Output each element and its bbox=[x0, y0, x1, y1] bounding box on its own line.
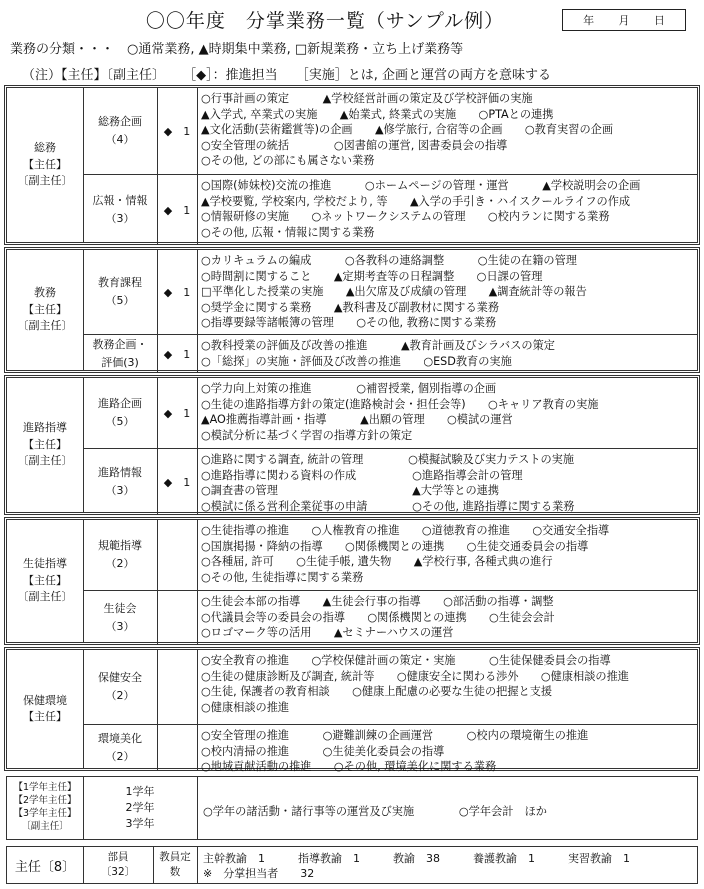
duty-line: ○生徒指導の推進 ○人権教育の推進 ○道徳教育の推進 ○交通安全指導 bbox=[201, 524, 610, 537]
section-label-line: 〔副主任〕 bbox=[17, 319, 73, 333]
subsection-name-line: 規範指導 bbox=[98, 539, 142, 553]
classification-legend: 業務の分類・・・ ○通常業務, ▲時期集中業務, □新規業務・立ち上げ業務等 bbox=[10, 42, 464, 57]
subsection-name-line: 広報・情報 bbox=[92, 193, 148, 207]
duty-line: ○模試に係る営利企業従事の申請 ○その他, 進路指導に関する業務 bbox=[201, 499, 575, 513]
section-label-line: 生徒指導 bbox=[23, 557, 67, 571]
duty-line: ○その他, 生徒指導に関する業務 bbox=[201, 570, 364, 584]
subsection-row bbox=[83, 88, 697, 174]
subsection-row bbox=[83, 334, 697, 372]
duty-line: ○情報研修の実施 ○ネットワークシステムの管理 ○校内ランに関する業務 bbox=[201, 210, 610, 224]
staff-quota bbox=[153, 847, 198, 883]
duty-list bbox=[201, 728, 693, 775]
note-roles: （注）【主任】〔副主任〕 bbox=[22, 68, 166, 83]
section-label-line: 〔副主任〕 bbox=[17, 174, 73, 188]
subsection-row bbox=[83, 250, 697, 334]
section-label-line: 保健環境 bbox=[23, 693, 67, 707]
section-block bbox=[6, 87, 698, 243]
promoter-mark: ◆ 1 bbox=[157, 175, 198, 244]
grade-year: 3学年 bbox=[125, 816, 155, 830]
note-implementation: ［実施］とは, 企画と運営の両方を意味する bbox=[295, 68, 552, 83]
section-block bbox=[6, 649, 698, 774]
grade-label-line: 【1学年主任】 bbox=[13, 782, 77, 794]
subsection-row bbox=[83, 448, 697, 514]
section-label-line: 【主任】 bbox=[23, 437, 67, 451]
duty-line: ○地域貢献活動の推進 ○その他, 環境美化に関する業務 bbox=[201, 760, 497, 774]
section-label bbox=[7, 650, 84, 768]
duty-list bbox=[201, 523, 693, 585]
duty-list bbox=[201, 178, 693, 240]
duty-line: ○校内清掃の推進 ○生徒美化委員会の指導 bbox=[201, 744, 445, 758]
staff-members bbox=[83, 847, 154, 883]
subsection-name-line: （2） bbox=[105, 689, 135, 702]
grade-year: 1学年 bbox=[125, 785, 155, 799]
duty-line: ○その他, どの部にも属さない業務 bbox=[201, 154, 375, 168]
duty-line: ○模試分析に基づく学習の指導方針の策定 bbox=[201, 428, 413, 442]
grade-label bbox=[7, 777, 84, 839]
duty-line: ○生徒の健康診断及び調査, 統計等 ○健康安全に関わる渉外 ○健康相談の推進 bbox=[201, 669, 629, 683]
subsection-name-line: 生徒会 bbox=[103, 601, 137, 615]
grade-duties: ○学年の諸活動・諸行事等の運営及び実施 ○学年会計 ほか bbox=[203, 805, 547, 818]
subsection-name-line: （3） bbox=[105, 619, 135, 633]
duty-line: ▲学校要覧, 学校案内, 学校だより, 等 ▲入学の手引き・ハイスクールライフの作成 bbox=[201, 194, 631, 208]
subsection-name bbox=[83, 591, 158, 644]
subsection-name-line: 進路企画 bbox=[98, 397, 142, 411]
duty-list bbox=[201, 653, 693, 715]
duty-list bbox=[201, 452, 693, 514]
subsection-name-line: （3） bbox=[105, 211, 135, 225]
staff-members-count: 〔32〕 bbox=[100, 866, 136, 878]
duty-line: ○ロゴマーク等の活用 ▲セミナーハウスの運営 bbox=[201, 626, 454, 640]
duty-line: ○教科授業の評価及び改善の推進 ▲教育計画及びシラバスの策定 bbox=[201, 339, 555, 352]
duty-list bbox=[201, 338, 693, 369]
date-month: 月 bbox=[618, 14, 630, 27]
section-block bbox=[6, 249, 698, 371]
section-label-line: 【主任】 bbox=[23, 302, 67, 316]
subsection-name-line: （3） bbox=[105, 483, 135, 497]
page-title: 〇〇年度 分掌業務一覧（サンプル例） bbox=[145, 10, 505, 32]
duty-line: ○行事計画の策定 ▲学校経営計画の策定及び学校評価の実施 bbox=[201, 92, 533, 105]
staff-chief-count: 主任〔8〕 bbox=[7, 847, 84, 883]
duty-line: ○進路に関する調査, 統計の管理 ○模擬試験及び実力テストの実施 bbox=[201, 453, 575, 466]
duty-line: ○国旗掲揚・降納の指導 ○関係機関との連携 ○生徒交通委員会の指導 bbox=[201, 539, 589, 553]
subsection-name-line: 進路情報 bbox=[98, 465, 142, 479]
subsection-name-line: （5） bbox=[105, 415, 135, 428]
subsection-row bbox=[83, 590, 697, 644]
duty-line: ○調査書の管理 ▲大学等との連携 bbox=[201, 484, 500, 498]
section-block bbox=[6, 377, 698, 513]
duty-line: ○健康相談の推進 bbox=[201, 700, 290, 714]
subsection-name bbox=[83, 335, 158, 372]
subsection-name bbox=[83, 88, 158, 174]
subsection-name-line: 環境美化 bbox=[98, 731, 142, 745]
subsection-name-line: 教育課程 bbox=[98, 276, 142, 290]
promoter-mark: ◆ 1 bbox=[157, 335, 198, 372]
promoter-mark bbox=[157, 591, 198, 644]
note-line bbox=[22, 64, 565, 83]
subsection-row bbox=[83, 650, 697, 724]
promoter-mark: ◆ 1 bbox=[157, 88, 198, 174]
subsection-name bbox=[83, 449, 158, 514]
duty-line: ○時間割に関すること ▲定期考査等の日程調整 ○日課の管理 bbox=[201, 269, 543, 283]
subsection-name-line: （2） bbox=[105, 557, 135, 570]
section-label-line: 総務 bbox=[34, 141, 56, 155]
duty-line: ○生徒の進路指導方針の策定(進路検討会・担任会等) ○キャリア教育の実施 bbox=[201, 397, 599, 411]
duty-line: ○進路指導に関わる資料の作成 ○進路指導会計の管理 bbox=[201, 468, 523, 482]
staff-quota-label-2: 数 bbox=[169, 866, 181, 878]
section-label-line: 【主任】 bbox=[23, 157, 67, 171]
staff-summary bbox=[6, 846, 698, 884]
subsection-name-line: 評価(3) bbox=[101, 355, 139, 369]
section-label-line: 進路指導 bbox=[23, 421, 67, 435]
duty-line: ○指導要録等諸帳簿の管理 ○その他, 教務に関する業務 bbox=[201, 316, 497, 330]
promoter-mark bbox=[157, 650, 198, 724]
grade-label-line: 【2学年主任】 bbox=[13, 795, 77, 807]
subsection-name-line: （5） bbox=[105, 294, 135, 307]
subsection-row bbox=[83, 724, 697, 774]
staff-members-label: 部員 bbox=[107, 851, 129, 864]
staff-breakdown bbox=[203, 851, 630, 881]
duty-list bbox=[201, 594, 693, 641]
subsection-name bbox=[83, 378, 158, 448]
duty-line: ▲文化活動(芸術鑑賞等)の企画 ▲修学旅行, 合宿等の企画 ○教育実習の企画 bbox=[201, 123, 614, 137]
subsection-name-line: 総務企画 bbox=[98, 115, 142, 129]
date-box bbox=[562, 9, 686, 31]
date-day: 日 bbox=[653, 14, 665, 27]
note-promoter: ［◆］：推進担当 bbox=[183, 68, 278, 83]
section-label bbox=[7, 520, 84, 642]
subsection-row bbox=[83, 378, 697, 448]
duty-line: ○代議員会等の委員会の指導 ○関係機関との連携 ○生徒会会計 bbox=[201, 610, 555, 624]
duty-line: ○安全教育の推進 ○学校保健計画の策定・実施 ○生徒保健委員会の指導 bbox=[201, 654, 611, 667]
duty-line: ○安全管理の推進 ○避難訓練の企画運営 ○校内の環境衛生の推進 bbox=[201, 729, 589, 742]
section-label-line: 教務 bbox=[34, 286, 56, 300]
section-label bbox=[7, 88, 84, 242]
duty-line: ▲入学式, 卒業式の実施 ▲始業式, 終業式の実施 ○PTAとの連携 bbox=[201, 107, 554, 121]
subsection-name bbox=[83, 650, 158, 724]
subsection-name bbox=[83, 520, 158, 590]
section-label bbox=[7, 250, 84, 370]
grade-year: 2学年 bbox=[125, 801, 155, 815]
duty-line: ○学力向上対策の推進 ○補習授業, 個別指導の企画 bbox=[201, 382, 497, 395]
staff-quota-label: 教員定 bbox=[159, 851, 191, 864]
section-label-line: 【主任】 bbox=[23, 573, 67, 587]
staff-breakdown-line: ※ 分掌担当者 32 bbox=[203, 867, 315, 880]
duty-line: □平準化した授業の実施 ▲出欠席及び成績の管理 ▲調査統計等の報告 bbox=[201, 285, 587, 299]
subsection-name-line: 教務企画・ bbox=[92, 337, 148, 351]
duty-line: ○国際(姉妹校)交流の推進 ○ホームページの管理・運営 ▲学校説明会の企画 bbox=[201, 179, 641, 192]
subsection-name-line: （2） bbox=[105, 749, 135, 763]
promoter-mark bbox=[157, 725, 198, 770]
duty-line: ○各種届, 許可 ○生徒手帳, 遺失物 ▲学校行事, 各種式典の進行 bbox=[201, 555, 553, 569]
subsection-row bbox=[83, 520, 697, 590]
subsection-name bbox=[83, 725, 158, 770]
duty-line: ○奨学金に関する業務 ▲教科書及び副教材に関する業務 bbox=[201, 300, 500, 314]
section-label-line: 【主任】 bbox=[23, 710, 67, 723]
duty-line: ▲AO推薦指導計画・指導 ▲出願の管理 ○模試の運営 bbox=[201, 413, 513, 427]
subsection-row bbox=[83, 174, 697, 244]
duty-line: ○カリキュラムの編成 ○各教科の連絡調整 ○生徒の在籍の管理 bbox=[201, 254, 577, 267]
section-label-line: 〔副主任〕 bbox=[17, 590, 73, 604]
subsection-name-line: 保健安全 bbox=[98, 671, 142, 685]
duty-line: ○生徒, 保護者の教育相談 ○健康上配慮の必要な生徒の把握と支援 bbox=[201, 685, 553, 699]
grade-section bbox=[6, 776, 698, 840]
duty-line: ○「総探」の実施・評価及び改善の推進 ○ESD教育の実施 bbox=[201, 354, 512, 368]
section-label-line: 〔副主任〕 bbox=[17, 454, 73, 468]
promoter-mark bbox=[157, 520, 198, 590]
grade-label-line: 【3学年主任】 bbox=[13, 808, 77, 819]
subsection-name bbox=[83, 175, 158, 244]
promoter-mark: ◆ 1 bbox=[157, 250, 198, 334]
section-label bbox=[7, 378, 84, 512]
grade-years bbox=[83, 777, 198, 839]
subsection-name bbox=[83, 250, 158, 334]
duty-list bbox=[201, 253, 693, 331]
promoter-mark: ◆ 1 bbox=[157, 378, 198, 448]
duty-list bbox=[201, 381, 693, 443]
promoter-mark: ◆ 1 bbox=[157, 449, 198, 514]
subsection-name-line: （4） bbox=[105, 133, 135, 146]
duty-line: ○その他, 広報・情報に関する業務 bbox=[201, 225, 375, 239]
grade-label-line: 〔副主任〕 bbox=[21, 820, 69, 832]
date-year: 年 bbox=[583, 14, 595, 27]
duty-list bbox=[201, 91, 693, 169]
section-block bbox=[6, 519, 698, 643]
duty-line: ○生徒会本部の指導 ▲生徒会行事の指導 ○部活動の指導・調整 bbox=[201, 595, 554, 608]
staff-breakdown-line: 主幹教諭 1 指導教諭 1 教諭 38 養護教諭 1 実習教諭 1 bbox=[203, 852, 630, 865]
duty-line: ○安全管理の統括 ○図書館の運営, 図書委員会の指導 bbox=[201, 138, 508, 152]
